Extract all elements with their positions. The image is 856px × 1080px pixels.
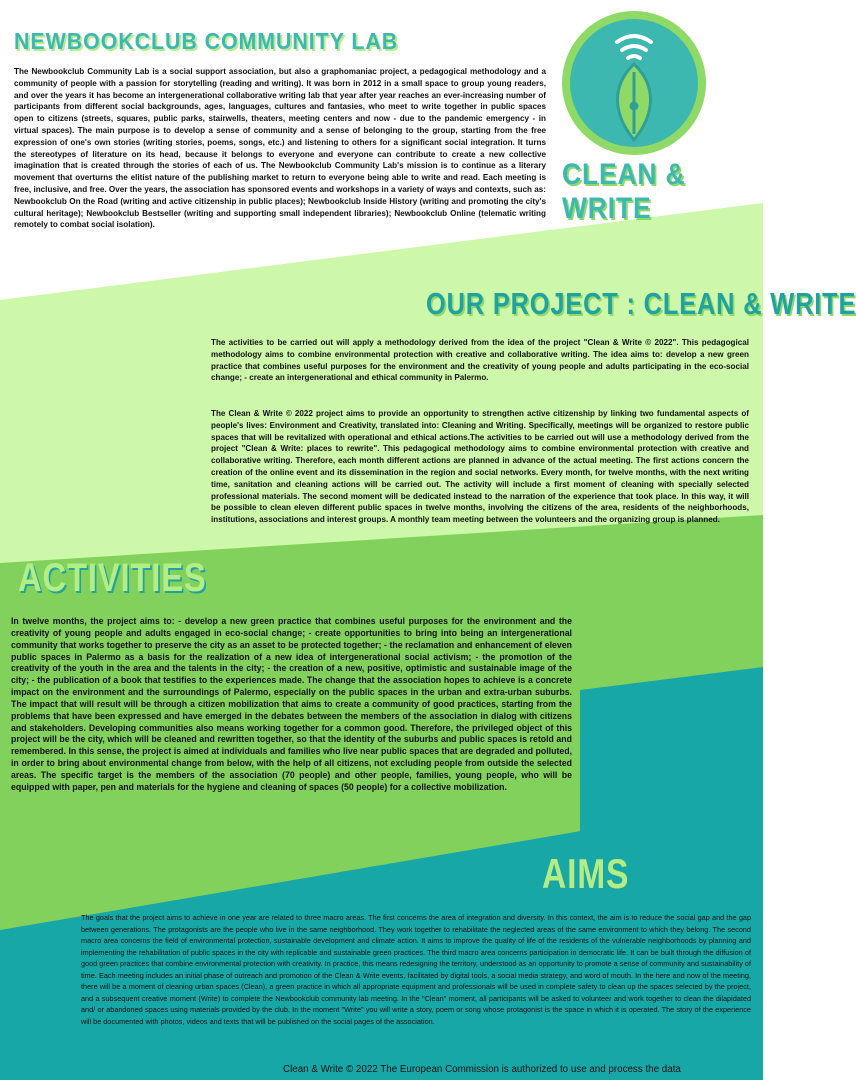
logo-wordmark: CLEAN & WRITE — [562, 158, 686, 225]
project-paragraph-1: The activities to be carried out will apply a methodology derived from the idea of the project "Clean & Write © 2022". This pedagogical methodology aims to combine environmental protection with creative and collaborative writing. The idea aims to: develop a new green practice that combines useful purposes for the environment and the creativity of young people and adults participating in the eco-social change; - create an intergenerational and ethical community in Palermo. — [211, 338, 749, 383]
pen-nib-leaf-icon — [559, 8, 709, 158]
intro-paragraph: The Newbookclub Community Lab is a social support association, but also a graphomaniac project, a pedagogical methodology and a community of people with a passion for storytelling (reading and writing). It was born in 2012 in a small space to group young readers, and over the years it has become an intergenerational collaborative writing lab that year after year reaches an ever-increasing number of participants from different social backgrounds, ages, languages, cultures and fantasies, who meet to write together in public spaces open to citizens (streets, squares, public parks, stairwells, theaters, meeting centers and now - due to the pandemic emergency - in virtual spaces). The main purpose is to develop a sense of community and a sense of belonging to the group, starting from the free expression of one's own stories (writing stories, poems, songs, etc.) and listening to others for a significant social integration. It turns the stereotypes of literature on its head, because it belongs to everyone and everyone can contribute to create a new collective imagination that is created through the stories of each of us. The Newbookclub Community Lab's mission is to continue as a literary movement that overturns the elitist nature of the publishing market to return to everyone being able to write and read. Each meeting is free, inclusive, and free. Over the years, the association has sponsored events and workshops in a variety of ways and contexts, such as: Newbookclub On the Road (writing and active citizenship in public places); Newbookclub Inside History (writing and promoting the city's cultural heritage); Newbookclub Bestseller (writing and supporting small independent libraries); Newbookclub Online (telematic writing remotely to combat social isolation). — [14, 67, 546, 230]
activities-heading: ACTIVITIES — [18, 556, 207, 600]
aims-heading: AIMS — [542, 850, 630, 897]
page-title: NEWBOOKCLUB COMMUNITY LAB — [14, 28, 399, 54]
footer-notice: Clean & Write © 2022 The European Commission is authorized to use and process the data — [283, 1064, 681, 1075]
activities-paragraph: In twelve months, the project aims to: - develop a new green practice that combines useful purposes for the environment and the creativity of young people and adults engaged in eco-social change; - create opportunities to bring into being an intergenerational community that works together to preserve the city as an asset to be protected together; - the reclamation and enhancement of eleven public spaces in Palermo as a basis for the realization of a new idea of intergenerational social activism; - the promotion of the creativity of the youth in the area and the talents in the city; - the creation of a new, positive, optimistic and sustainable image of the city; - the publication of a book that testifies to the experiences made. The change that the association hopes to achieve is a concrete impact on the environment and the surroundings of Palermo, especially on the public spaces in the urban and extra-urban suburbs. The impact that will result will be through a citizen mobilization that aims to create a community of good practices, starting from the problems that have been expressed and have emerged in the debates between the members of the association in dialog with citizens and stakeholders. Developing communities also means working together for a common good. Therefore, the privileged object of this project will be the city, which will be cleaned and rewritten together, so that the identity of the suburbs and public spaces is retold and remembered. In this sense, the project is aimed at individuals and families who live near public spaces that are degraded and polluted, in order to bring about environmental change from below, with the help of all citizens, not excluding people from outside the selected areas. The specific target is the members of the association (70 people) and other people, families, young people, who will be equipped with paper, pen and materials for the hygiene and cleaning of spaces (50 people) for a collective mobilization. — [11, 616, 572, 792]
project-heading: OUR PROJECT : CLEAN & WRITE — [426, 286, 856, 321]
project-paragraph-2: The Clean & Write © 2022 project aims to provide an opportunity to strengthen active citizenship by linking two fundamental aspects of people's lives: Environment and Creativity, translated into: Cleaning and Writing. Specifically, meetings will be organized to restore public spaces that will be revitalized with operational and ethical actions.The activities to be carried out will use a methodology derived from the project "Clean & Write: places to rewrite". This pedagogical methodology aims to combine environmental protection with creative and collaborative writing. Therefore, each month different actions are planned in advance of the actual meeting. The first actions concern the creation of the online event and its dissemination in the region and social networks. Every month, for twelve months, with the next writing time, sanitation and cleaning actions will be carried out. The activity will include a first moment of cleaning with specially selected professional materials. The second moment will be dedicated instead to the narration of the experience that took place. In this way, it will be possible to clean eleven different public spaces in twelve months, involving the citizens of the area, residents of the neighborhoods, institutions, associations and interest groups. A monthly team meeting between the volunteers and the organizing group is planned. — [211, 409, 749, 525]
aims-paragraph: The goals that the project aims to achieve in one year are related to three macro areas. The first concerns the area of integration and diversity. In this context, the aim is to reduce the social gap and the gap between generations. The protagonists are the people who live in the same neighborhood. They work together to rehabilitate the neglected areas of the same environment to which they belong. The second macro area concerns the field of environmental protection, sustainable development and climate action. It aims to improve the quality of life of the residents of the vulnerable neighborhoods by planning and implementing the rehabilitation of public spaces in the city with replicable and sustainable green practices. The third macro area concerns participation in democratic life. It can be built through the diffusion of good green practices that combine environmental protection with creativity. In practice, this means redesigning the territory, understood as an opportunity to promote a sense of community and sustainability of time. Each meeting includes an initial phase of outreach and promotion of the Clean & Write events, facilitated by digital tools, a social media strategy, and word of mouth. In the here and now of the meeting, there will be a moment of cleaning urban spaces (Clean), a green practice in which all appropriate equipment and professionals will be used in complete safety to clean up the spaces selected by the project, and a subsequent creative moment (Write) to complete the Newbookclub community lab meeting. In the "Clean" moment, all participants will be asked to volunteer and work together to clean the dilapidated and/ or abandoned spaces using materials provided by the club. In the moment "Write" you will write a story, poem or song whose protagonist is the space in which it is operated. The story of the experience will be documented with photos, videos and texts that will be published on the social pages of the association. — [81, 913, 751, 1026]
